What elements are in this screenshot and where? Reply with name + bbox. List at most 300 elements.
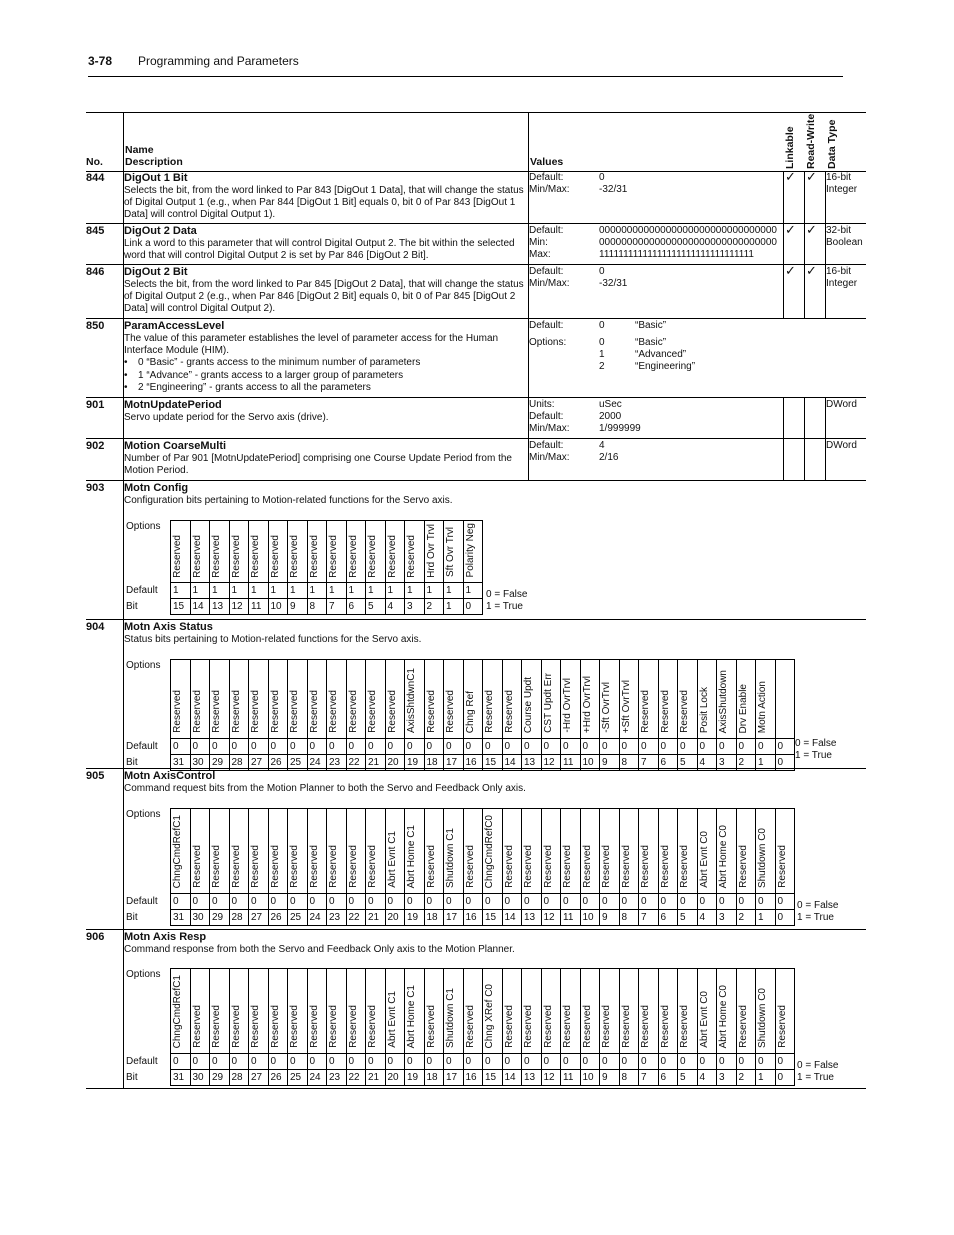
col-values: Values	[530, 156, 564, 168]
bit-default-value: 0	[210, 1054, 230, 1070]
bit-default-value: 0	[444, 894, 464, 910]
param-name: Motn Config	[124, 482, 189, 494]
bit-option-label: CST Updt Err	[542, 673, 554, 733]
bit-default-value: 0	[600, 739, 620, 755]
bit-option-cell	[775, 660, 795, 739]
bit-number: 8	[619, 1070, 639, 1086]
bit-option-label: Drv Enable	[737, 683, 749, 733]
bit-number: 14	[502, 910, 522, 926]
bit-option-cell	[249, 809, 269, 894]
bit-default-value: 0	[327, 739, 347, 755]
bit-number: 13	[522, 910, 542, 926]
bit-default-value: 0	[307, 739, 327, 755]
bit-default-value: 0	[736, 739, 756, 755]
bit-option-cell	[307, 809, 327, 894]
bit-default-value: 1	[171, 583, 191, 599]
bit-option-cell	[678, 969, 698, 1054]
bit-option-label: Reserved	[172, 534, 183, 578]
bit-number: 26	[268, 1070, 288, 1086]
linkable-check: ✓	[785, 263, 796, 278]
param-name: DigOut 1 Bit	[124, 172, 188, 184]
bit-option-label: Reserved	[425, 690, 437, 733]
bit-number: 19	[405, 910, 425, 926]
bit-default-value: 1	[444, 583, 464, 599]
bit-option-cell	[288, 521, 308, 583]
bit-number: 2	[424, 599, 444, 615]
bit-option-cell	[424, 521, 444, 583]
bit-option-label: Reserved	[308, 690, 320, 733]
bit-option-cell	[658, 969, 678, 1054]
bit-option-cell	[424, 660, 444, 739]
bit-option-label: Reserved	[230, 845, 242, 888]
bit-option-label: Reserved	[503, 1005, 515, 1048]
bit-default-value: 0	[249, 1054, 269, 1070]
bit-label: Bit	[126, 757, 138, 768]
bit-number: 15	[483, 910, 503, 926]
bit-option-label: Reserved	[328, 690, 339, 733]
param-name: Motn Axis Resp	[124, 931, 207, 943]
param-name: Motion CoarseMulti	[124, 440, 227, 452]
bit-default-value: 0	[541, 1054, 561, 1070]
default-label: Default	[126, 585, 158, 597]
bit-number: 12	[541, 1070, 561, 1086]
bit-option-cell	[736, 969, 756, 1054]
bit-option-cell	[210, 809, 230, 894]
bit-option-label: Chng Ref	[464, 690, 476, 733]
options-label: Options	[126, 520, 161, 532]
bit-default-value: 0	[619, 1054, 639, 1070]
bit-option-label: ChngCmdRefC1	[172, 974, 183, 1048]
bit-option-cell	[346, 809, 366, 894]
bit-option-cell	[619, 809, 639, 894]
bit-number: 8	[619, 910, 639, 926]
bit-default-value: 1	[190, 583, 210, 599]
data-type: 16-bit Integer	[826, 172, 858, 195]
bit-option-label: Reserved	[230, 690, 242, 733]
bit-option-cell	[717, 809, 737, 894]
param-description: The value of this parameter establishes the level of parameter access for the Human Interface Module (HIM). • 0 “Basic” - grants access to the minimum number of parameters • 1 “Advance” - grants access to a larger group of parameters • 2 “Engineering” - grants access to all the parameters	[124, 333, 526, 394]
bit-option-cell	[385, 660, 405, 739]
bit-number: 23	[327, 910, 347, 926]
bit-option-cell	[385, 521, 405, 583]
bit-default-value: 0	[385, 1054, 405, 1070]
bit-number: 31	[171, 1070, 191, 1086]
bit-option-label: Reserved	[386, 534, 398, 578]
bit-option-cell	[268, 969, 288, 1054]
bit-option-label: Reserved	[464, 845, 476, 888]
bit-option-cell	[619, 969, 639, 1054]
bit-option-label: Reserved	[328, 534, 339, 578]
bit-option-cell	[346, 969, 366, 1054]
bit-option-cell	[697, 809, 717, 894]
param-no: 904	[86, 621, 105, 633]
bit-default-value: 0	[775, 1054, 795, 1070]
bit-option-cell	[327, 809, 347, 894]
bit-number: 20	[385, 1070, 405, 1086]
bit-default-value: 0	[717, 894, 737, 910]
bit-default-value: 0	[249, 894, 269, 910]
bit-option-label: Reserved	[503, 845, 515, 888]
options-label: Options	[126, 968, 161, 980]
bit-option-cell	[424, 809, 444, 894]
param-description: Link a word to this parameter that will control Digital Output 2. The bit within the selected word that will control Digital Output 2 is set by Par 846 [DigOut 2 Bit].	[124, 238, 515, 262]
bit-number: 29	[210, 1070, 230, 1086]
bit-option-cell	[736, 660, 756, 739]
param-row-846: 846 DigOut 2 Bit Selects the bit, from the word linked to Par 845 [DigOut 2 Data], that will change the status of Digital Output 2 (e.g., when Par 846 [DigOut 2 Bit] equals 0, bit 0 of Par 845 [DigOut 2 Data] will control Digital Output 2). Default: 0 Min/Max: -32/31 ✓ ✓ 16-bit Integer	[86, 265, 866, 319]
bit-option-label: Motn Action	[757, 680, 768, 733]
bit-number: 19	[405, 1070, 425, 1086]
linkable-check: ✓	[785, 169, 796, 184]
bit-default-value: 0	[171, 739, 191, 755]
bit-option-cell	[366, 969, 386, 1054]
bit-number: 12	[229, 599, 249, 615]
bit-option-cell	[366, 809, 386, 894]
bit-option-cell	[756, 809, 776, 894]
bit-default-value: 1	[268, 583, 288, 599]
bit-option-cell	[756, 969, 776, 1054]
bit-option-cell	[190, 969, 210, 1054]
bit-default-value: 0	[307, 1054, 327, 1070]
bit-option-cell	[210, 660, 230, 739]
bit-number: 5	[678, 1070, 698, 1086]
param-description: Configuration bits pertaining to Motion-related functions for the Servo axis.	[124, 495, 453, 506]
param-no: 905	[86, 770, 105, 782]
bit-option-label: AxisShutdown	[718, 669, 729, 733]
bit-number: 23	[327, 1070, 347, 1086]
bit-option-cell	[639, 809, 659, 894]
bit-option-cell	[327, 660, 347, 739]
bit-option-label: Abrt Evnt C1	[386, 831, 398, 888]
bit-option-cell	[385, 969, 405, 1054]
bit-number: 31	[171, 910, 191, 926]
bit-default-value: 0	[639, 894, 659, 910]
bit-option-label: Abrt Home C1	[406, 984, 417, 1048]
bit-option-label: Abrt Home C0	[718, 824, 729, 888]
bit-label: Bit	[126, 601, 138, 613]
bit-number: 15	[171, 599, 191, 615]
bit-option-cell	[483, 660, 503, 739]
bit-option-cell	[600, 809, 620, 894]
bit-option-label: Reserved	[191, 1005, 203, 1048]
bit-option-label: Abrt Home C1	[406, 824, 417, 888]
bit-number: 18	[424, 910, 444, 926]
bullet: • 0 “Basic” - grants access to the minimum number of parameters	[124, 357, 526, 369]
bit-option-label: Shutdown C0	[757, 827, 768, 888]
bit-number: 18	[424, 1070, 444, 1086]
bit-option-label: -Sft OvrTrvl	[601, 682, 612, 733]
bit-number: 26	[268, 910, 288, 926]
bit-option-cell	[249, 521, 269, 583]
bit-number: 11	[561, 755, 581, 771]
bit-default-value: 1	[307, 583, 327, 599]
bit-number: 20	[385, 755, 405, 771]
bit-option-cell	[268, 809, 288, 894]
bit-default-value: 0	[366, 739, 386, 755]
bit-default-value: 0	[483, 894, 503, 910]
bit-number: 1	[756, 910, 776, 926]
bit-number: 13	[210, 599, 230, 615]
bit-option-label: Reserved	[542, 1005, 554, 1048]
bit-option-cell	[444, 969, 464, 1054]
bit-default-value: 0	[580, 894, 600, 910]
bit-default-value: 0	[502, 894, 522, 910]
bit-default-value: 0	[229, 1054, 249, 1070]
bit-option-cell	[346, 521, 366, 583]
param-description: Servo update period for the Servo axis (drive).	[124, 412, 329, 423]
bit-number: 12	[541, 910, 561, 926]
param-description: Command request bits from the Motion Planner to both the Servo and Feedback Only axis.	[124, 783, 526, 794]
bit-number: 25	[288, 910, 308, 926]
bit-number: 31	[171, 755, 191, 771]
bit-option-label: ChngCmdRefC0	[484, 814, 495, 888]
page-header	[88, 54, 843, 77]
param-no: 844	[86, 172, 105, 184]
bit-default-value: 0	[424, 894, 444, 910]
bit-option-cell	[600, 969, 620, 1054]
bit-number: 22	[346, 1070, 366, 1086]
bit-number: 16	[463, 755, 483, 771]
bit-option-label: Abrt Evnt C0	[698, 831, 710, 888]
bit-number: 27	[249, 755, 269, 771]
bit-option-cell	[210, 521, 230, 583]
bit-number: 27	[249, 910, 269, 926]
bit-default-value: 0	[561, 894, 581, 910]
param-no: 906	[86, 931, 105, 943]
bit-option-cell	[190, 521, 210, 583]
bit-option-cell	[405, 969, 425, 1054]
bit-option-label: Reserved	[679, 845, 690, 888]
bit-option-label: Sft Ovr Trvl	[445, 527, 456, 578]
param-description: Command response from both the Servo and Feedback Only axis to the Motion Planner.	[124, 944, 515, 955]
bit-option-label: Abrt Evnt C1	[386, 991, 398, 1048]
bit-label: Bit	[126, 1072, 138, 1083]
bit-option-cell	[327, 969, 347, 1054]
bit-number: 12	[541, 755, 561, 771]
bit-option-cell	[580, 969, 600, 1054]
bit-default-value: 0	[736, 1054, 756, 1070]
bit-option-label: Reserved	[191, 845, 203, 888]
bit-option-label: Reserved	[289, 534, 300, 578]
bit-option-label: Hrd Ovr Trvl	[425, 523, 437, 578]
bit-default-value: 0	[190, 1054, 210, 1070]
bit-default-value: 0	[405, 1054, 425, 1070]
bit-option-label: Abrt Home C0	[718, 984, 729, 1048]
bit-option-cell	[697, 969, 717, 1054]
bit-option-cell	[463, 660, 483, 739]
bit-default-value: 1	[424, 583, 444, 599]
bit-number: 21	[366, 910, 386, 926]
bit-option-cell	[717, 969, 737, 1054]
bit-option-label: Reserved	[523, 845, 534, 888]
param-description: Status bits pertaining to Motion-related functions for the Servo axis.	[124, 634, 422, 645]
bit-number: 2	[736, 1070, 756, 1086]
bit-option-cell	[405, 521, 425, 583]
bit-number: 2	[736, 755, 756, 771]
bit-default-value: 0	[600, 1054, 620, 1070]
bit-default-value: 0	[444, 1054, 464, 1070]
bit-legend: 0 = False 1 = True	[795, 738, 837, 761]
bit-option-cell	[736, 809, 756, 894]
bit-number: 5	[678, 755, 698, 771]
bit-number: 7	[327, 599, 347, 615]
bit-number: 4	[697, 910, 717, 926]
bit-default-value: 0	[346, 739, 366, 755]
bit-number: 5	[678, 910, 698, 926]
bit-default-value: 0	[502, 739, 522, 755]
bit-option-cell	[541, 969, 561, 1054]
bit-default-value: 0	[580, 739, 600, 755]
bit-option-label: Reserved	[542, 845, 554, 888]
bit-default-value: 0	[210, 739, 230, 755]
bit-default-value: 0	[541, 894, 561, 910]
bit-number: 0	[775, 1070, 795, 1086]
bit-default-value: 0	[327, 894, 347, 910]
bit-option-label: Reserved	[737, 845, 749, 888]
bit-number: 15	[483, 1070, 503, 1086]
bit-default-value: 0	[288, 1054, 308, 1070]
bit-option-cell	[541, 809, 561, 894]
bit-option-label: Reserved	[523, 1005, 534, 1048]
bit-default-value: 0	[171, 1054, 191, 1070]
bit-option-cell	[249, 969, 269, 1054]
bit-option-label: +Sft OvrTrvl	[620, 679, 632, 733]
bit-option-label: Reserved	[679, 690, 690, 733]
bit-option-cell	[561, 660, 581, 739]
bit-default-value: 1	[346, 583, 366, 599]
param-no: 901	[86, 399, 105, 411]
bit-default-value: 0	[697, 894, 717, 910]
bit-option-label: Reserved	[328, 845, 339, 888]
bit-option-label: Reserved	[601, 1005, 612, 1048]
bit-option-label: Reserved	[347, 1005, 359, 1048]
data-type: 16-bit Integer	[826, 266, 858, 289]
bit-default-value: 0	[307, 894, 327, 910]
bit-number: 26	[268, 755, 288, 771]
bit-option-label: -Hrd OvrTrvl	[562, 678, 573, 733]
bit-number: 17	[444, 1070, 464, 1086]
param-no: 845	[86, 225, 105, 237]
page-title: Programming and Parameters	[138, 54, 299, 68]
bit-default-value: 0	[619, 894, 639, 910]
bit-option-label: Reserved	[679, 1005, 690, 1048]
bit-number: 5	[366, 599, 386, 615]
bit-option-cell	[249, 660, 269, 739]
options-label: Options	[126, 808, 161, 820]
bit-default-value: 0	[366, 1054, 386, 1070]
bit-option-cell	[580, 660, 600, 739]
bit-number: 19	[405, 755, 425, 771]
bit-default-value: 0	[522, 739, 542, 755]
bit-option-label: Course Updt	[523, 676, 534, 733]
bit-default-value: 0	[405, 739, 425, 755]
bit-option-cell	[405, 660, 425, 739]
bit-option-cell	[678, 660, 698, 739]
col-name: Name	[125, 144, 154, 156]
bit-default-value: 1	[249, 583, 269, 599]
param-name: Motn AxisControl	[124, 770, 216, 782]
bit-number: 21	[366, 755, 386, 771]
col-description: Description	[125, 156, 183, 168]
param-name: Motn Axis Status	[124, 621, 213, 633]
bit-default-value: 0	[405, 894, 425, 910]
bit-option-label: Reserved	[562, 845, 573, 888]
bit-default-value: 1	[210, 583, 230, 599]
bit-option-cell	[229, 809, 249, 894]
bit-number: 28	[229, 755, 249, 771]
bit-option-label: Reserved	[406, 534, 417, 578]
bit-number: 15	[483, 755, 503, 771]
bit-number: 29	[210, 910, 230, 926]
bit-option-label: Shutdown C1	[445, 827, 456, 888]
bit-option-cell	[463, 809, 483, 894]
bit-option-label: Abrt Evnt C0	[698, 991, 710, 1048]
bit-number: 7	[639, 910, 659, 926]
col-read-write: Read-Write	[805, 113, 817, 169]
bit-option-cell	[619, 660, 639, 739]
bit-option-label: Reserved	[776, 845, 788, 888]
bit-number: 30	[190, 910, 210, 926]
bit-default-value: 0	[229, 739, 249, 755]
param-name: ParamAccessLevel	[124, 320, 225, 332]
bit-option-cell	[775, 809, 795, 894]
bit-option-cell	[327, 521, 347, 583]
bit-table-905	[124, 808, 795, 926]
bit-number: 22	[346, 755, 366, 771]
bit-default-value: 0	[775, 894, 795, 910]
param-row-844: 844 DigOut 1 Bit Selects the bit, from the word linked to Par 843 [DigOut 1 Data], that will change the status of Digital Output 1 (e.g., when Par 844 [DigOut 1 Bit] equals 0, bit 0 of Par 843 [DigOut 1 Data] will control Digital Output 1). Default: 0 Min/Max: -32/31 ✓ ✓ 16-bit Integer	[86, 171, 866, 224]
bit-default-value: 0	[268, 1054, 288, 1070]
bit-number: 4	[385, 599, 405, 615]
bit-option-label: Reserved	[737, 1005, 749, 1048]
bit-option-label: Reserved	[464, 1005, 476, 1048]
bit-option-cell	[522, 809, 542, 894]
bit-option-label: Reserved	[640, 690, 651, 733]
bit-default-value: 0	[756, 894, 776, 910]
bit-number: 11	[561, 910, 581, 926]
bit-option-label: Reserved	[250, 690, 261, 733]
bit-default-value: 0	[561, 739, 581, 755]
bit-default-value: 0	[444, 739, 464, 755]
bit-option-cell	[483, 969, 503, 1054]
bit-option-label: Reserved	[425, 1005, 437, 1048]
param-no: 903	[86, 482, 105, 494]
bit-number: 8	[619, 755, 639, 771]
bit-default-value: 0	[619, 739, 639, 755]
bit-option-label: Reserved	[562, 1005, 573, 1048]
bit-option-label: ChngCmdRefC1	[172, 814, 183, 888]
bit-number: 6	[658, 1070, 678, 1086]
bit-default-value: 0	[678, 894, 698, 910]
bit-default-value: 0	[171, 894, 191, 910]
bit-option-cell	[268, 521, 288, 583]
bit-number: 30	[190, 755, 210, 771]
bit-option-label: Shutdown C1	[445, 987, 456, 1048]
data-type: 32-bit Boolean	[826, 225, 863, 248]
table-header	[86, 112, 866, 172]
bit-option-label: Reserved	[367, 690, 378, 733]
bit-option-label: Reserved	[581, 845, 593, 888]
bit-option-label: Reserved	[230, 1005, 242, 1048]
bit-option-cell	[502, 809, 522, 894]
bit-number: 7	[639, 755, 659, 771]
bit-default-value: 0	[366, 894, 386, 910]
bit-default-value: 0	[346, 1054, 366, 1070]
bit-number: 1	[756, 1070, 776, 1086]
bit-option-cell	[483, 809, 503, 894]
bit-legend: 0 = False 1 = True	[797, 1060, 839, 1083]
bit-option-cell	[171, 660, 191, 739]
bit-option-cell	[678, 809, 698, 894]
